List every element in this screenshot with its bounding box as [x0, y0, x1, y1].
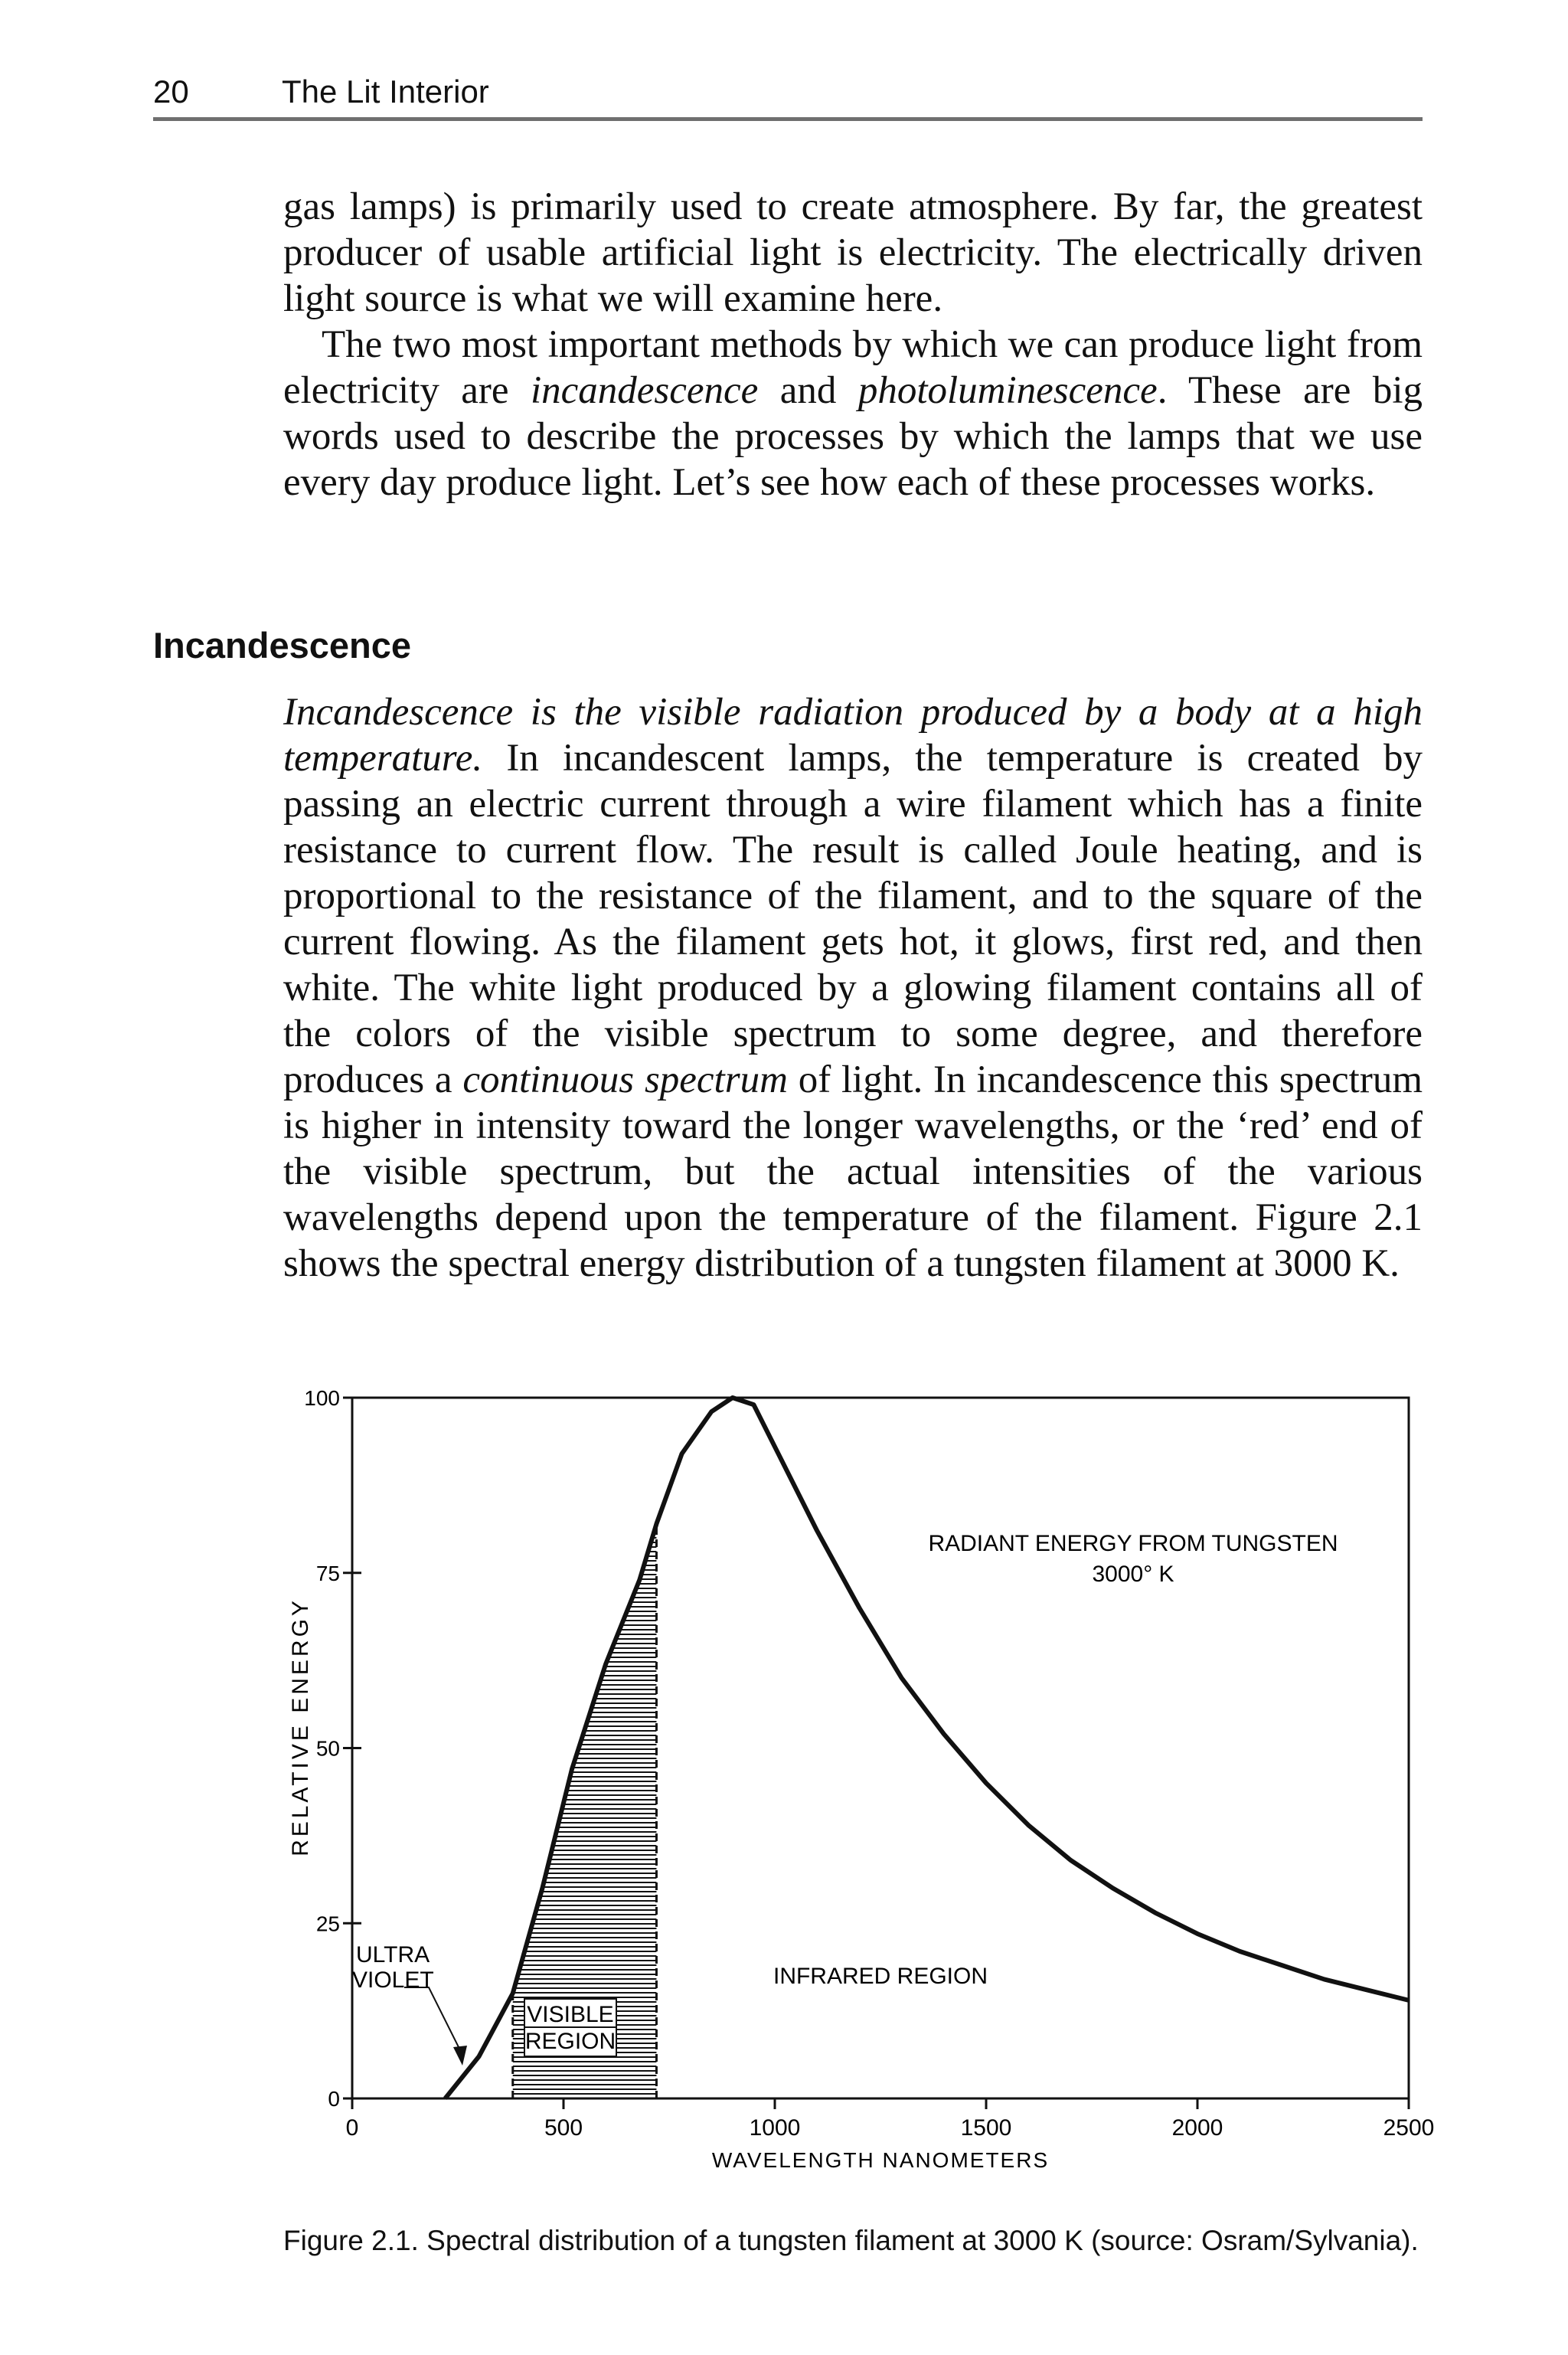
paragraph-intro: [283, 184, 1423, 322]
term-continuous-spectrum: continuous spectrum: [462, 1058, 788, 1101]
paragraph-text: gas lamps) is primarily used to create atmosphere. By far, the greatest producer of usable artificial light is electricity. The electrically driven light source is what we will examine here.: [283, 185, 1423, 320]
text-run: and: [758, 369, 858, 412]
text-run: . These are big words used to describe the processes by which the lamps that we use every day produce light. Let’s see how each of these processes works.: [283, 369, 1423, 504]
annotation-uv-line1: ULTRA: [356, 1942, 430, 1967]
annotation-infrared: INFRARED REGION: [773, 1964, 988, 1989]
header-rule: [153, 117, 1423, 121]
chart-subtitle: 3000° K: [1092, 1562, 1174, 1587]
definition-text: Incandescence is the visible radiation produced by a body at a high temperature.: [283, 691, 1423, 780]
uv-pointer-arrowhead: [453, 2046, 467, 2066]
book-title: The Lit Interior: [282, 74, 489, 110]
text-run: The two most important methods by which we can produce light from electricity are: [283, 323, 1423, 412]
text-run: of light. In incandescence this spectrum is higher in intensity toward the longer wavelengths, or the ‘red’ end of the visible spectrum, but the actual intensities of the various wavelengths depend upon the temperature of the filament. Figure 2.1 shows the spectral energy distribution of a tungsten filament at 3000 K.: [283, 1058, 1423, 1285]
y-tick-label: 50: [315, 1736, 340, 1761]
annotation-visible-line1: VISIBLE: [527, 2002, 614, 2027]
running-head: [153, 74, 1423, 119]
y-tick-label: 100: [304, 1386, 340, 1410]
figure-2-1: [276, 1375, 1435, 2209]
annotation-uv-line2: VIOLET: [352, 1967, 434, 1993]
spectral-chart: [276, 1375, 1435, 2209]
x-tick-label: 2000: [1171, 2115, 1223, 2141]
term-incandescence: incandescence: [530, 369, 759, 412]
text-run: In incandescent lamps, the temperature is created by passing an electric current through a wire filament which has a finite resistance to current flow. The result is called Joule heating, and is proportional to the resistance of the filament, and to the square of the current flowing. As the filament gets hot, it glows, first red, and then white. The white light produced by a glowing filament contains all of the colors of the visible spectrum to some degree, and therefore produces a: [283, 737, 1423, 1101]
y-tick-label: 75: [315, 1561, 340, 1585]
y-tick-label: 25: [315, 1912, 340, 1936]
x-tick-label: 500: [544, 2115, 583, 2141]
x-tick-label: 2500: [1383, 2115, 1435, 2141]
y-axis-label: RELATIVE ENERGY: [288, 1598, 313, 1856]
figure-caption: Figure 2.1. Spectral distribution of a tungsten filament at 3000 K (source: Osram/Sylvania).: [283, 2225, 1419, 2256]
uv-pointer-line: [404, 1987, 459, 2049]
annotation-visible-line2: REGION: [524, 2029, 616, 2054]
paragraph-methods: [283, 322, 1423, 505]
page-number: 20: [153, 74, 189, 110]
paragraph-incandescence: [283, 689, 1423, 1287]
section-heading: Incandescence: [153, 625, 412, 666]
x-tick-label: 1000: [749, 2115, 801, 2141]
term-photoluminescence: photoluminescence: [858, 369, 1158, 412]
y-tick-label: 0: [328, 2087, 340, 2111]
x-tick-label: 1500: [960, 2115, 1012, 2141]
paragraph-text: [283, 322, 1423, 505]
x-tick-label: 0: [345, 2115, 359, 2141]
chart-title: RADIANT ENERGY FROM TUNGSTEN: [928, 1531, 1338, 1556]
paragraph-text: [283, 689, 1423, 1287]
x-axis-label: WAVELENGTH NANOMETERS: [711, 2148, 1050, 2172]
